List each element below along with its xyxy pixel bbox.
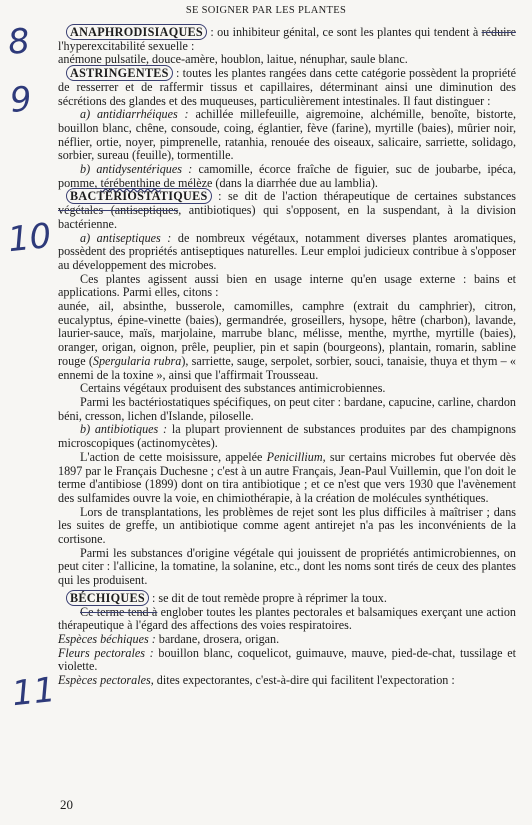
- bacter-p2: Ces plantes agissent aussi bien en usage interne qu'en usage externe : bains et applications. Parmi elles, citons :: [58, 271, 516, 300]
- bacter-a: a) antiseptiques : de nombreux végétaux, notamment diverses plantes aromatiques, possèdent des propriétés antiseptiques naturelles. Leur emploi judicieux contribue à s'opposer au développement des microbes.: [58, 230, 517, 272]
- bacter-list: aunée, ail, absinthe, busserole, camomilles, camphre (extrait du camphrier), citron, eucalyptus, épine-vinette (baies), germandrée, groseillers, hysope, hêtre (charbon), lavande, laurier-sauce, maïs, marjolaine, marrube blanc, mélisse, menthe, myrthe, myrtille (baies), oranger, origan, oignon, prêle, peuplier, pin et sapin (bourgeons), plantain, romarin, sabline rouge (Spergularia rubra), sarriette, sauge, serpolet, sorbier, souci, tanaisie, thuya et thym – « ennemi de la toxine », ainsi que l'affirmait Trousseau.: [58, 299, 516, 382]
- entry-astringentes: ASTRINGENTES : toutes les plantes rangées dans cette catégorie possèdent la propriété de resserrer et de raffermir tissus et capillaires, déterminant ainsi une diminution des sécrétions des glandes et des muqueuses, particulièrement intestinales. Il faut distinguer :: [58, 66, 516, 108]
- entry-bacteriostatiques: BACTÉRIOSTATIQUES : se dit de l'action thérapeutique de certaines substances végétales (antiseptiques, antibiotiques) qui s'opposent, en la suspendant, à la division bactérienne.: [58, 189, 516, 231]
- margin-note-1: 8: [5, 20, 32, 64]
- bacter-b: b) antibiotiques : la plupart proviennent de substances produites par des champignons microscopiques (actinomycètes).: [58, 422, 516, 451]
- entry-anaphrodisiaques: ANAPHRODISIAQUES : ou inhibiteur génital, ce sont les plantes qui tendent à réduire l'hyperexcitabilité sexuelle : anémone pulsatile, douce-amère, houblon, laitue, nénuphar, saule blanc.: [58, 25, 516, 67]
- running-title: SE SOIGNER PAR LES PLANTES: [185, 5, 347, 16]
- bechiques-p2: Ce terme tend à englober toutes les plantes pectorales et balsamiques exerçant une action thérapeutique à l'égard des affections des voies respiratoires.: [58, 604, 516, 633]
- page-number: 20: [60, 797, 73, 812]
- bechiques-fleurs: Fleurs pectorales : bouillon blanc, coquelicot, guimauve, mauve, pied-de-chat, tussilage et violette.: [58, 645, 516, 674]
- bacter-p3: Certains végétaux produisent des substances antimicrobiennes.: [80, 381, 386, 396]
- astringentes-b: b) antidysentériques : camomille, écorce fraîche de figuier, suc de joubarbe, ipéca, pomme, térébenthine de mélèze (dans la diarrhée due au lamblia).: [58, 162, 516, 190]
- term-bechiques: BÉCHIQUES: [66, 590, 149, 606]
- term-bacteriostatiques: BACTÉRIOSTATIQUES: [66, 188, 212, 204]
- bacter-p4: Parmi les bactériostatiques spécifiques, on peut citer : bardane, capucine, carline, chardon béni, cresson, lichen d'Islande, piloselle.: [58, 394, 516, 423]
- term-anaphrodisiaques: ANAPHRODISIAQUES: [66, 24, 207, 40]
- margin-note-2: 9: [7, 78, 34, 122]
- bechiques-especes: Espèces béchiques : bardane, drosera, origan.: [58, 631, 280, 646]
- margin-note-4: 11: [10, 669, 58, 715]
- astringentes-a: a) antidiarrhéiques : achillée millefeuille, aigremoine, alchémille, benoîte, bistorte, bouillon blanc, chêne, consoude, coing, églantier, fève (farine), myrtille (baies), mûrier noir, néflier, ortie, noyer, pimprenelle, ratanhia, renouée des oiseaux, salicaire, sarriette, solidago, sorbier, sureau (feuille), tormentille.: [58, 107, 516, 163]
- entry-bechiques: BÉCHIQUES : se dit de tout remède propre à réprimer la toux.: [58, 592, 516, 606]
- margin-note-3: 10: [6, 215, 54, 261]
- bacter-p6: Lors de transplantations, les problèmes de rejet sont les plus difficiles à maîtriser ; dans les suites de greffe, un antibiotique comme agent antirejet n'a pas les inconvénients de la cortisone.: [58, 504, 516, 547]
- bechiques-pectorales: Espèces pectorales, dites expectorantes, c'est-à-dire qui facilitent l'expectoration :: [58, 673, 455, 688]
- bacter-p7: Parmi les substances d'origine végétale qui jouissent de propriétés antimicrobiennes, on peut citer : l'allicine, la tomatine, la solanine, etc., dont les noms sont tirés de ceux des plantes qui les produisent.: [58, 545, 516, 588]
- term-astringentes: ASTRINGENTES: [66, 65, 173, 81]
- bacter-p5: L'action de cette moisissure, appelée Penicillium, sur certains microbes fut obervée dès 1897 par le Français Duchesne ; c'est à un autre Français, Jean-Paul Vuillemin, que l'on doit le terme d'antibiose (1899) dont on tira antibiotique ; et ce n'est que vers 1930 que l'avènement des sulfamides ouvre la voie, en chimiothérapie, à la création de molécules synthétiques.: [58, 449, 517, 505]
- body-text: [58, 26, 516, 688]
